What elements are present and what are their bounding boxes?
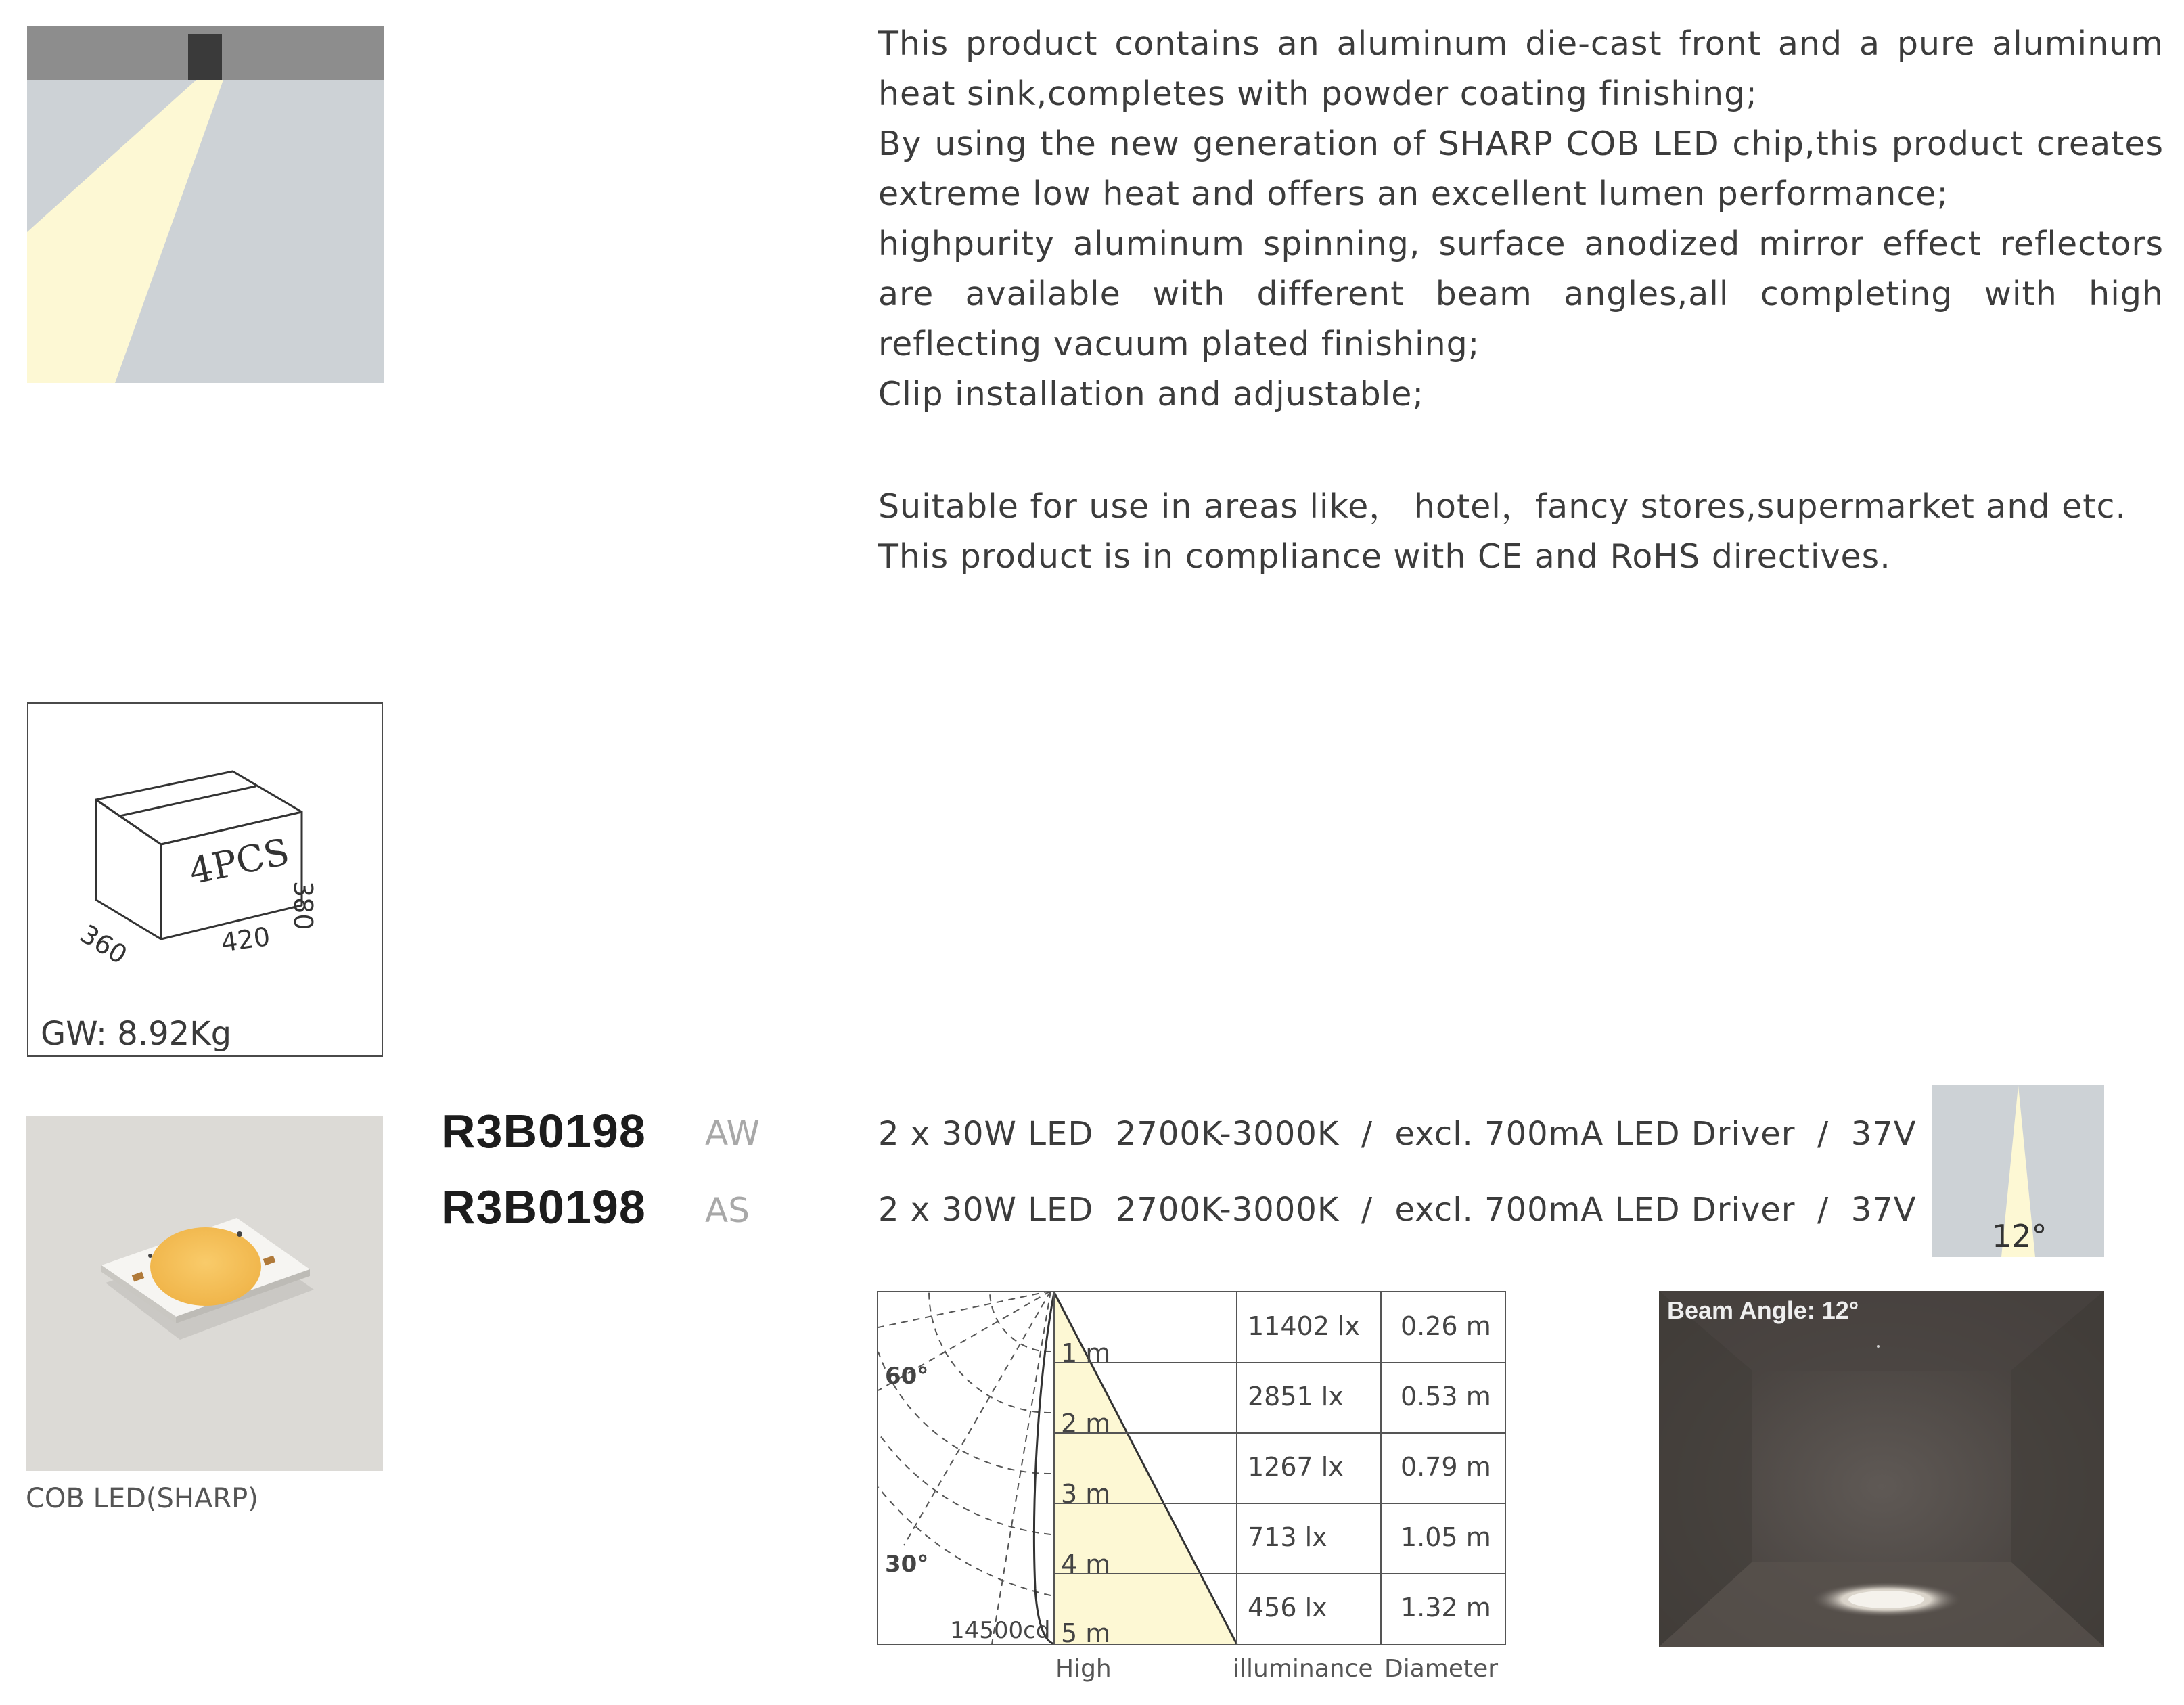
suitable-text: Suitable for use in areas like， hotel，fancy stores,supermarket and etc. [878,487,2127,526]
model-spec: 2 x 30W LED 2700K-3000K / excl. 700mA LED Driver / 37V [878,1115,1917,1153]
description-line: highpurity aluminum spinning, surface anodized mirror effect reflectors are available with different beam angles,all completing with high reflecting vacuum plated finishing; [878,225,2164,363]
led-caption: COB LED(SHARP) [26,1483,258,1514]
height-label: 4 m [1061,1549,1111,1579]
model-spec: 2 x 30W LED 2700K-3000K / excl. 700mA LED Driver / 37V [878,1191,1917,1229]
diameter-value: 0.79 m [1401,1452,1491,1482]
gross-weight: GW: 8.92Kg [41,1015,232,1053]
illuminance-value: 11402 lx [1248,1311,1361,1341]
diameter-value: 0.26 m [1401,1311,1491,1341]
beam-angle-value: 12° [1992,1218,2047,1254]
model-suffix: AS [705,1191,750,1230]
photometric-chart [877,1291,1506,1648]
angle-label: 60° [885,1363,929,1390]
product-description [878,19,2164,582]
box-dim-length: 420 [219,921,272,958]
model-suffix: AW [705,1114,760,1153]
description-line: By using the new generation of SHARP COB LED chip,this product creates extreme low heat and offers an excellent lumen performance; [878,124,2164,213]
illuminance-value: 2851 lx [1248,1382,1344,1411]
column-label-illuminance: illuminance [1233,1655,1373,1683]
diameter-value: 0.53 m [1401,1382,1491,1411]
compliance-text: This product is in compliance with CE and RoHS directives. [878,537,1891,576]
description-line: Clip installation and adjustable; [878,375,1424,413]
diameter-value: 1.32 m [1401,1593,1491,1622]
column-label-diameter: Diameter [1384,1655,1499,1683]
cob-led-image [26,1116,383,1471]
beam-illustration [27,26,384,383]
beam-angle-caption: Beam Angle: 12° [1667,1296,1859,1324]
angle-label: 30° [885,1551,929,1578]
box-dim-height: 380 [288,881,318,930]
model-code: R3B0198 [441,1181,646,1233]
beam-angle-icon [1932,1085,2104,1257]
beam-render-image [1659,1291,2104,1647]
height-label: 2 m [1061,1409,1111,1438]
peak-intensity: 14500cd [950,1617,1051,1644]
illuminance-value: 456 lx [1248,1593,1327,1622]
box-quantity-label: 4PCS [185,830,293,893]
illuminance-value: 1267 lx [1248,1452,1344,1482]
description-line: This product contains an aluminum die-cast front and a pure aluminum heat sink,completes with powder coating finishing; [878,24,2164,113]
illuminance-value: 713 lx [1248,1522,1327,1552]
height-label: 3 m [1061,1479,1111,1509]
column-label-high: High [1055,1655,1112,1683]
height-label: 5 m [1061,1618,1111,1648]
box-dim-width: 360 [74,919,133,970]
packaging-info [27,702,383,1057]
model-code: R3B0198 [441,1105,646,1158]
height-label: 1 m [1061,1338,1111,1368]
diameter-value: 1.05 m [1401,1522,1491,1552]
